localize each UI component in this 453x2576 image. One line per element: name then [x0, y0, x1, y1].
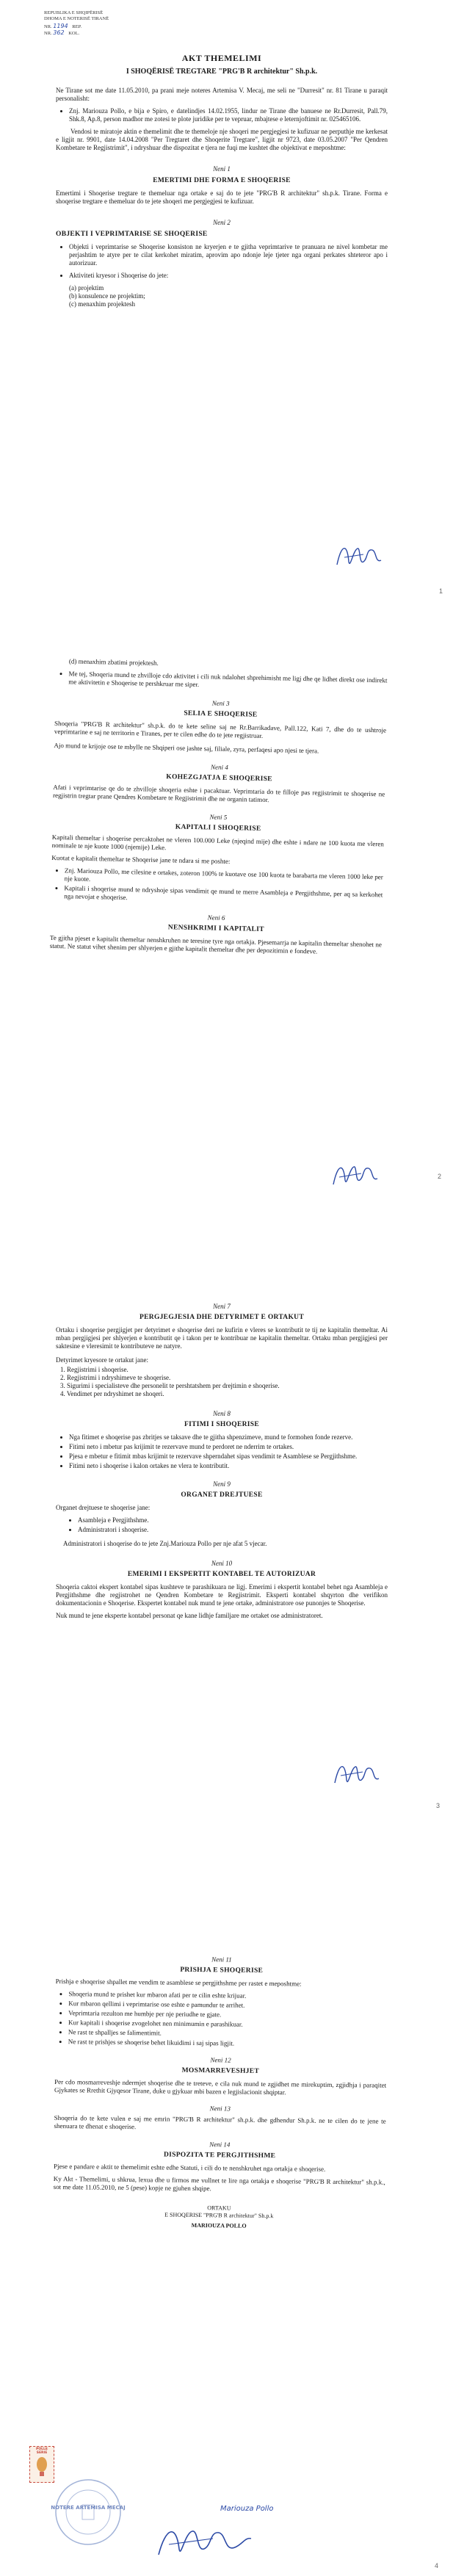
text-14: Pjese e pandare e aktit te themelimit eshte edhe Statuti, i cili do te nenshkruhet nga ortakja e shoqerise. — [53, 2162, 326, 2173]
neni-2: Neni 2 — [213, 219, 231, 226]
neni-13: Neni 13 — [209, 2105, 231, 2113]
activity-d: (d) menaxhim zbatimi projektesh. — [68, 657, 159, 667]
neni-5: Neni 5 — [209, 813, 228, 821]
bullet-prishja-a: • Shoqeria mund te prishet kur mbaron afati per te cilin eshte krijuar. — [68, 1990, 387, 2002]
page1-content — [56, 53, 388, 308]
heading-12: MOSMARREVESHJET — [181, 2066, 260, 2075]
text-11: Prishja e shoqerise shpallet me vendim te asamblese se pergjithshme per rastet e meposhtme: — [55, 1977, 302, 1988]
notary-stamp-text: NOTERE ARTEMISA MECAJ — [51, 2505, 126, 2511]
page-number-2: 2 — [437, 1173, 441, 1180]
text-4: Afati i veprimtarise qe do te zhvilloje shoqeria eshte i pacaktuar. Veprimtaria do te filloje pas regjistrimit te shoqerise ne regjistrin tregtar prane Qendres Kombetare te Regjistrimit dhe ne organin tatimor. — [52, 783, 385, 804]
neni-4: Neni 4 — [210, 763, 228, 771]
ortaku-block — [53, 2203, 385, 2232]
text-1: Emertimi i Shoqerise tregtare te themeluar nga ortake e saj do te jete "PRG'B R architektur" sh.p.k. Tirane. Forma e shoqerise tregtare e themeluar do te jete shoqeri me pergjegjesi te kufizuar. — [56, 189, 388, 205]
signature-icon — [334, 540, 385, 573]
heading-14: DISPOZITA TE PERGJITHSHME — [163, 2151, 276, 2160]
header-nr2-line: NR. 362 KOL. — [44, 29, 80, 36]
neni-7: Neni 7 — [213, 1303, 231, 1310]
page-number-1: 1 — [438, 587, 443, 595]
text-12: Per cdo mosmarreveshje ndermjet shoqerise dhe te treteve, e cila nuk mund te zgjidhet me mirekuptim, zgjidhja i paraqitet Gjykates se Rrethit Gjyqesor Tirane, duke u gjykuar mbi bazen e legjislacionit shqiptar. — [54, 2077, 387, 2096]
revenue-stamp-label: POLLE SERIE — [36, 2447, 48, 2455]
heading-4: KOHEZGJATJA E SHOQERISE — [166, 773, 272, 784]
activity-b: (b) konsulence ne projektim; — [69, 292, 145, 300]
heading-10: EMERIMI I EKSPERTIT KONTABEL TE AUTORIZUAR — [127, 1571, 316, 1578]
duty-4: 4. Vendimet per ndryshimet ne shoqeri. — [60, 1390, 164, 1397]
heading-3: SELIA E SHOQERISE — [184, 709, 258, 719]
neni-9: Neni 9 — [213, 1480, 231, 1488]
founder-paragraph: • Znj. Mariouza Pollo, e bija e Spiro, e datelindjes 14.02.1955, lindur ne Tirane dhe banuese ne Rr.Durresit, Pall.79, Shk.8, Ap.8, person madhor me zotesi te plote juridike per te vepruar, mbajtese e leternjoftimit nr. 025465106. — [69, 107, 388, 123]
bullet-prishja-d: • Kur kapitali i shoqerise zvogelohet nen minimumin e parashikuar. — [68, 2019, 387, 2030]
heading-1: EMERTIMI DHE FORMA E SHOQERISE — [153, 177, 291, 184]
ortaku-name: MARIOUZA POLLO — [191, 2221, 247, 2229]
bullet-fitimi-c: • Pjesa e mbetur e fitimit mbas krijimit te rezervave shperndahet sipas vendimit te Asamblese se Pergjithshme. — [69, 1452, 388, 1461]
bullet-prishja-c: • Veprimtaria rezulton me humbje per nje periudhe te gjate. — [68, 2009, 387, 2021]
document-title: AKT THEMELIMI — [181, 53, 262, 63]
page-number-4: 4 — [434, 2562, 438, 2569]
company-line: I SHOQËRISË TREGTARE "PRG'B R architektur" Sh.p.k. — [126, 68, 318, 76]
activity-a: (a) projektim — [69, 284, 104, 292]
activity-c: (c) menaxhim projektesh — [69, 300, 135, 308]
neni-3: Neni 3 — [211, 699, 230, 707]
heading-11: PRISHJA E SHOQERISE — [180, 1966, 264, 1975]
bullet-objekti: • Objekti i veprimtarise se Shoqerise konsiston ne kryerjen e te gjitha veprimtarive te pranuara ne nivel kombetar me perjashtim te atyre per te cilat kerkohet miratim, aprovim apo ndonje leje tjeter nga organi perkates shteteror apo i autorizuar. — [69, 243, 388, 267]
bullet-prishja-b: • Kur mbaron qellimi i veprimtarise ose eshte e pamundur te arrihet. — [68, 2000, 387, 2011]
text-9: Organet drejtuese te shoqerise jane: — [56, 1504, 151, 1511]
page-4 — [0, 1932, 453, 2576]
duty-2: 2. Regjistrimi i ndryshimeve te shoqerise. — [60, 1374, 171, 1381]
text-7: Ortaku i shoqerise pergjigjet per detyrimet e shoqerise deri ne kufirin e vleres se kontributit te tij ne kapitalin themeltar. Ai mban pergjigjesi per shlyerjen e kontributit qe i takon per te kontribuar ne kapitalin themeltar. Ortaku mban pergjigjesi per saktesine e vleresimit te kontributeve ne natyre. — [56, 1326, 388, 1350]
text-10b: Nuk mund te jene eksperte kontabel personat qe kane lidhje familjare me ortaket ose administratoret. — [56, 1612, 323, 1619]
page-2 — [0, 644, 453, 1288]
duty-3: 3. Sigurimi i specialisteve dhe personelit te pershtatshem per drejtimin e shoqerise. — [60, 1382, 280, 1389]
neni-6: Neni 6 — [207, 913, 225, 922]
neni-12: Neni 12 — [210, 2056, 231, 2064]
neni-1: Neni 1 — [213, 165, 231, 173]
page-3 — [0, 1288, 453, 1932]
page-number-3: 3 — [435, 1802, 440, 1809]
text-6: Te gjitha pjeset e kapitalit themeltar nenshkruhen ne teresine tyre nga ortakja. Pjesemarrja ne kapitalin themeltar shenohet ne statut. Ne statut vihet shenim per shlyerjen e gjithe kapitalit themeltar dhe per depozitimin e fondeve. — [49, 933, 383, 955]
ortaku-label: ORTAKU — [207, 2204, 231, 2212]
bullet-asambleja: • Asambleja e Pergjithshme. — [78, 1516, 388, 1524]
text-10: Shoqeria caktoi ekspert kontabel sipas kushteve te parashikuara ne ligj. Emerimi i ekspertit kontabel behet nga Asambleja e Pergjithshme dhe regjistrohet ne Qendren Kombetare te Regjistrimit. Eksperti kontabel shqyrton dhe verifikon dokumentacionin e Shoqerise. Ekspertet kontabel nuk mund te jene ortake, administratore ose punonjes te Shoqerise. — [56, 1583, 388, 1607]
heading-8: FITIMI I SHOQERISE — [184, 1421, 259, 1428]
text-3b: Ajo mund te krijoje ose te mbylle ne Shqiperi ose jashte saj, filiale, zyra, perfaqesi apo njesi te tjera. — [54, 741, 319, 755]
signature-p4-handwritten: Mariouza Pollo — [220, 2505, 274, 2513]
bullet-aktivitete-tjera: • Me tej, Shoqeria mund te zhvilloje cdo aktivitet i cili nuk ndalohet shprehimisht me ligj dhe qe lidhet direkt ose indirekt me aktivitetin e Shoqerise te pershkruar me siper. — [68, 670, 387, 692]
bullet-administratori: • Administratori i shoqerise. — [78, 1526, 388, 1534]
notary-stamp-icon — [51, 2475, 125, 2549]
declaration-paragraph: Vendosi te miratoje aktin e themelimit dhe te themeloje nje shoqeri me pergjegjesi te kufizuar ne perputhje me kerkesat e ligjit nr. 9901, date 14.04.2008 "Per Tregtaret dhe Shoqerite Tregtare", ligjit nr 9723, date 03.05.2007 "Per Qendren Kombetare te Regjistrimit", i ndryshuar dhe dispozitat e tjera ne fuqi me kushtet dhe objektivat e meposhtme: — [56, 128, 388, 151]
header-nr2-value: 362 — [53, 29, 65, 36]
ortaku-company: E SHOQERISE "PRG'B R architektur" Sh.p.k — [164, 2211, 274, 2220]
duty-1: 1. Regjistrimi i shoqerise. — [60, 1366, 128, 1373]
bullet-fitimi-d: • Fitimi neto i shoqerise i kalon ortakes ne vlera te kontributit. — [69, 1462, 388, 1470]
heading-6: NENSHKRIMI I KAPITALIT — [167, 924, 264, 934]
ortak-duties-list — [56, 1366, 388, 1398]
bullet-prishja-f: • Ne rast te prishjes se shoqerise behet likuidimi i saj sipas ligjit. — [68, 2038, 387, 2049]
eagle-icon — [35, 2454, 49, 2478]
bullet-fitimi-b: • Fitimi neto i mbetur pas krijimit te rezervave mund te perdoret ne nderrim te ortakes. — [69, 1443, 388, 1451]
neni-11: Neni 11 — [211, 1955, 232, 1964]
header-nr-value: 1194 — [53, 23, 68, 29]
signature-icon — [330, 1158, 382, 1191]
text-14b: Ky Akt - Themelimi, u shkrua, lexua dhe u firmos me vullnet te lire nga ortakja e shoqerise "PRG'B R architektur" sh.p.k., sot me date 11.05.2010, ne 5 (pese) kopje ne gjuhen shqipe. — [53, 2174, 385, 2193]
intro-paragraph: Ne Tirane sot me date 11.05.2010, pa prani meje noteres Artemisa V. Mecaj, me seli ne "Durresit" nr. 81 Tirane u paraqit personalisht: — [56, 87, 388, 102]
text-13: Shoqeria do te kete vulen e saj me emrin "PRG'B R architektur" sh.p.k. dhe gdhendur Sh.p.k. ne te cilen do te jene te shenuara te dhenat e shoqerise. — [54, 2113, 386, 2131]
revenue-stamp — [29, 2446, 54, 2483]
bullet-kuotat: • Znj. Mariouza Pollo, me cilesine e ortakes, zoteron 100% te kuotave ose 100 kuota te barabarta me vleren 1000 leke per nje kuote. — [65, 866, 383, 889]
page4-content — [53, 1954, 388, 2232]
text-3: Shoqeria "PRG'B R architektur" sh.p.k. do te kete seline saj ne Rr.Barrikadave, Pall.122, Kati 7, dhe do te ushtroje veprimtarine e saj ne territorin e Tiranes, per te cilen edhe do te jete regjistruar. — [54, 719, 387, 739]
text-9b: Administratori i shoqerise do te jete Znj.Mariouza Pollo per nje afat 5 vjecar. — [63, 1540, 267, 1547]
bullet-ndryshimi-kapitalit: • Kapitali i shoqerise mund te ndryshoje sipas vendimit qe mund te merre Asambleja e Pergjithshme, per aq sa kerkohet nga nevojat e shoqerise. — [64, 884, 383, 907]
text-7b: Detyrimet kryesore te ortakut jane: — [56, 1356, 148, 1364]
neni-10: Neni 10 — [211, 1560, 233, 1567]
header-office: DHOMA E NOTERISË TIRANË — [44, 16, 109, 21]
text-5b: Kuotat e kapitalit themeltar te Shoqerise jane te ndara si me poshte: — [51, 853, 231, 866]
heading-9: ORGANET DREJTUESE — [181, 1491, 263, 1499]
neni-14: Neni 14 — [209, 2141, 231, 2149]
signature-icon — [154, 2519, 257, 2564]
heading-2: OBJEKTI I VEPRIMTARISE SE SHOQERISE — [56, 231, 208, 238]
page-1 — [0, 0, 453, 644]
text-5: Kapitali themeltar i shoqerise percaktohet ne vleren 100.000 Leke (njeqind mije) dhe eshte i ndare ne 100 kuota me vleren nominale te nje kuote 1000 (njemije) Leke. — [51, 833, 384, 852]
bullet-aktiviteti: • Aktiviteti kryesor i Shoqerise do jete: — [69, 272, 388, 280]
signature-icon — [332, 1758, 383, 1791]
activity-list — [56, 284, 388, 308]
notary-header — [44, 10, 376, 37]
bullet-fitimi-a: • Nga fitimet e shoqerise pas zbritjes se taksave dhe te gjitha shpenzimeve, mund te formohen fonde rezerve. — [69, 1433, 388, 1441]
header-nr-line: NR. 1194 REP. — [44, 23, 82, 29]
header-republic: REPUBLIKA E SHQIPËRISË — [44, 10, 104, 15]
bullet-prishja-e: • Ne rast te shpalljes se falimentimit. — [68, 2028, 387, 2040]
heading-7: PERGJEGJESIA DHE DETYRIMET E ORTAKUT — [139, 1314, 304, 1321]
neni-8: Neni 8 — [213, 1410, 231, 1417]
page2-content — [50, 657, 388, 961]
page3-content — [56, 1303, 388, 1624]
heading-5: KAPITALI I SHOQERISE — [175, 823, 261, 833]
